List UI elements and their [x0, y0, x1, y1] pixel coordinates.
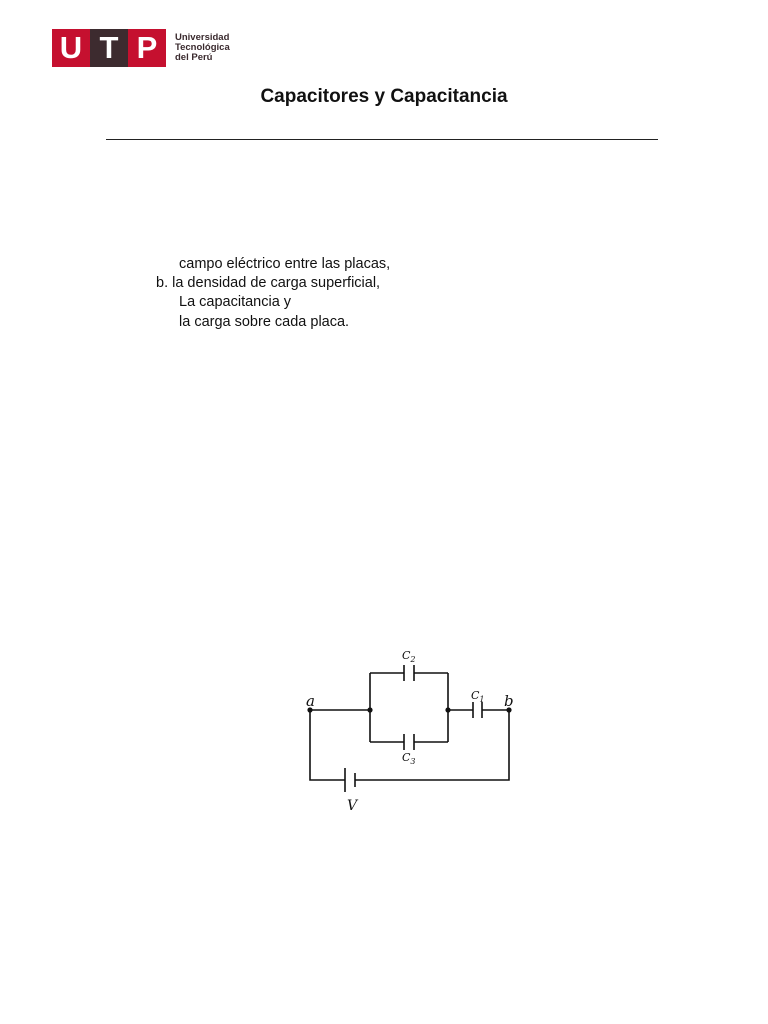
logo-name-line-2: Tecnológica — [175, 42, 230, 53]
utp-logo — [52, 29, 230, 67]
label-c3 — [402, 751, 416, 766]
logo-letter-u: U — [52, 29, 90, 67]
label-node-b: b — [504, 692, 514, 710]
wire-b-down — [355, 710, 509, 780]
label-source-v: V — [347, 798, 358, 814]
junction-right-dot — [445, 707, 450, 712]
junction-left-dot — [367, 707, 372, 712]
label-c3-letter: C — [402, 751, 411, 764]
item-surface-density — [156, 274, 380, 294]
item-text: la carga sobre cada placa. — [179, 314, 350, 330]
item-electric-field — [179, 255, 390, 275]
logo-letter-t: T — [90, 29, 128, 67]
logo-name-line-3: del Perú — [175, 52, 213, 63]
item-charge — [179, 313, 349, 333]
label-c1-sub: 1 — [479, 695, 485, 704]
logo-name-line-1: Universidad — [175, 32, 230, 43]
page-title: Capacitores y Capacitancia — [260, 86, 508, 107]
title-divider — [106, 139, 658, 140]
label-c2 — [402, 649, 416, 664]
wire-a-down — [310, 710, 345, 780]
item-text: La capacitancia y — [179, 294, 292, 310]
label-c2-sub: 2 — [410, 655, 416, 664]
logo-letter-p: P — [128, 29, 166, 67]
item-text: b. la densidad de carga superficial, — [156, 275, 381, 291]
item-text: campo eléctrico entre las placas, — [179, 256, 391, 272]
label-c3-sub: 3 — [410, 757, 416, 766]
label-node-a: a — [306, 692, 315, 710]
logo-university-name — [175, 33, 230, 63]
label-c1 — [471, 689, 485, 704]
item-capacitance — [179, 293, 291, 313]
label-c2-letter: C — [402, 649, 411, 662]
capacitor-circuit-diagram — [290, 640, 530, 820]
label-c1-letter: C — [471, 689, 480, 702]
